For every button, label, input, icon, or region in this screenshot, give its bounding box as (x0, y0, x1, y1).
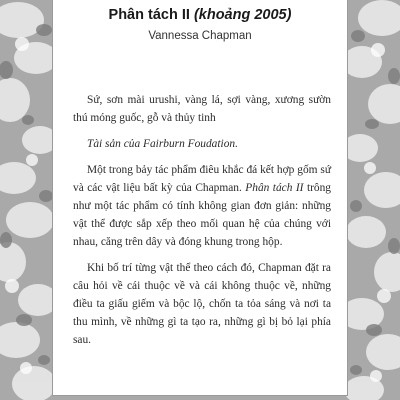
title-main: Phân tách II (108, 7, 194, 23)
title-date: (khoảng 2005) (193, 7, 292, 23)
credit-paragraph (73, 135, 331, 153)
body-text (73, 91, 331, 357)
materials-paragraph: Sứ, sơn mài urushi, vàng lá, sợi vàng, xương sườn thú móng guốc, gỗ và thủy tinh (73, 94, 331, 124)
text-panel (52, 0, 348, 396)
credit-text: Tài sản của Fairburn Foudation. (87, 138, 238, 150)
description-rest: trông như một tác phẩm có tính không gian đơn giản: những vật thể được sắp xếp theo mối quan hệ của chúng với nhau, căng trên dây và đóng khung trong hộp. (73, 182, 331, 248)
description-intro: Một trong bảy tác phẩm điêu khắc đá kết hợp gốm sứ và các vật liệu bất kỳ của Chapman. (73, 164, 331, 194)
interpretation-paragraph: Khi bố trí từng vật thể theo cách đó, Chapman đặt ra câu hỏi về cái thuộc về và cái không thuộc về, những điều ta giấu giếm và bộc lộ, chốn ta tỏa sáng và nơi ta thu mình, về những gì ta tạo ra, những gì bị bỏ lại phía sau. (73, 262, 331, 346)
description-paragraph (73, 161, 331, 251)
author-name: Vannessa Chapman (148, 30, 252, 42)
page-title (53, 7, 347, 23)
artwork-title-inline: Phân tách II (245, 182, 304, 194)
